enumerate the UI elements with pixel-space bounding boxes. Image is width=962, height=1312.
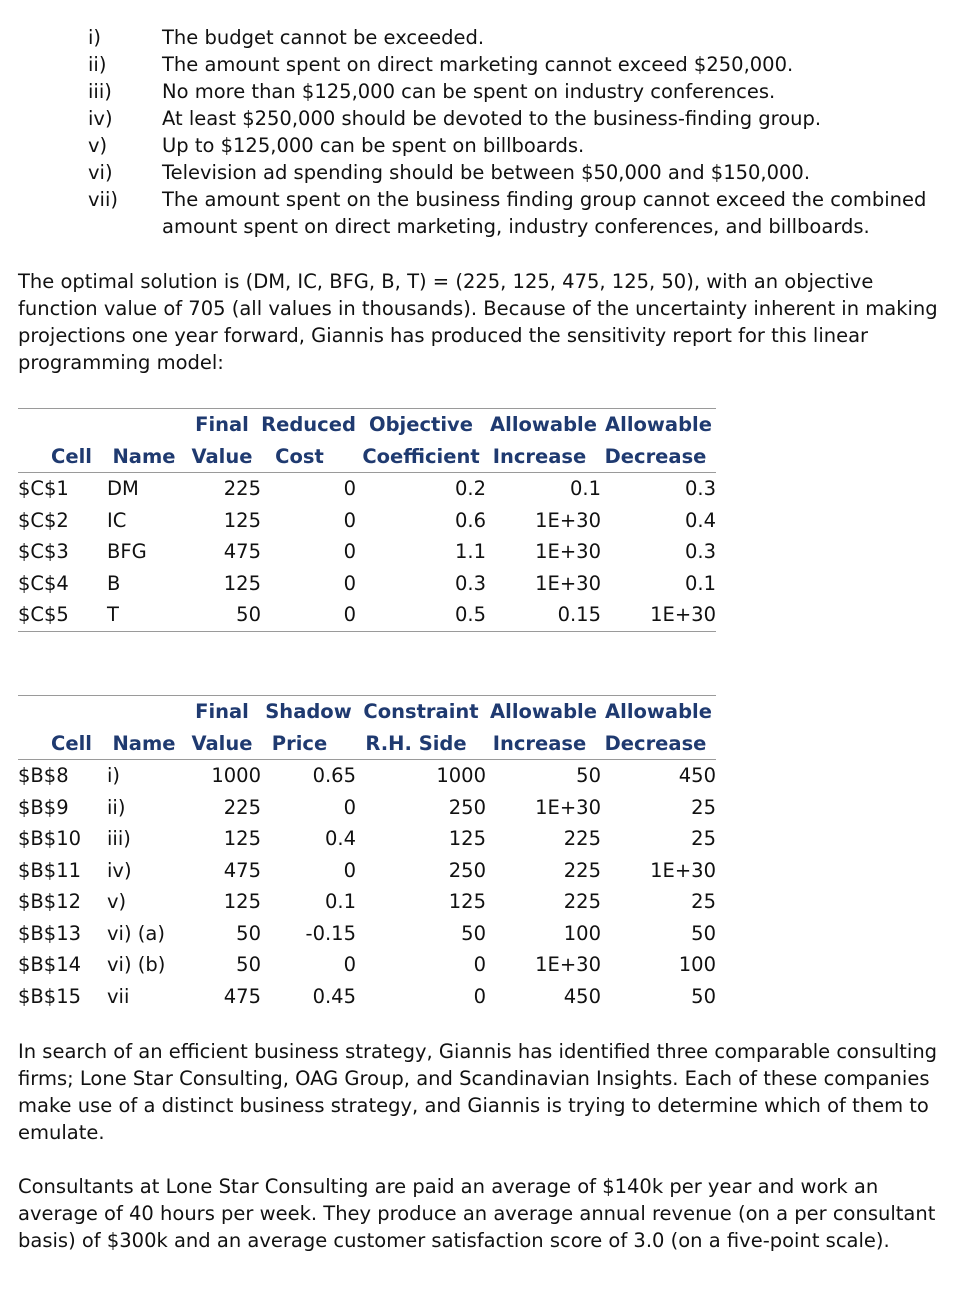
constraint-text: At least $250,000 should be devoted to the business-finding group. [162, 107, 822, 130]
header-cell: Shadow [261, 696, 356, 728]
cell-value: 1E+30 [650, 858, 716, 882]
cell-value: 225 [223, 477, 261, 501]
cell-value: 0.15 [486, 599, 601, 631]
constraint-text: No more than $125,000 can be spent on industry conferences. [162, 80, 776, 103]
header-cell: Value [183, 728, 261, 760]
header-cell: Decrease [601, 728, 716, 760]
cell-value: 25 [691, 890, 716, 914]
search-paragraph: In search of an efficient business strategy, Giannis has identified three comparable consulting firms; Lone Star Consulting, OAG Group, and Scandinavian Insights. Each of these companies make use of a distinct business strategy, and Giannis is trying to determine which of them to emulate. [18, 1040, 938, 1144]
cell-value: 100 [563, 921, 601, 945]
cell-ref: $C$3 [18, 540, 69, 564]
header-cell: Allowable [486, 409, 601, 441]
cell-ref: $B$9 [18, 795, 69, 819]
cell-value: 125 [448, 827, 486, 851]
cell-value: 225 [223, 795, 261, 819]
constraint-list [0, 24, 962, 240]
table-row [18, 981, 716, 1013]
cell-ref: $B$15 [18, 984, 82, 1008]
constraint-number: iv) [88, 107, 113, 130]
cell-value: 0.2 [454, 477, 486, 501]
cell-name: BFG [107, 540, 147, 564]
cell-name: IC [107, 508, 127, 532]
cell-value: 0 [473, 984, 486, 1008]
constraint-text: amount spent on direct marketing, industry conferences, and billboards. [162, 215, 870, 238]
header-cell: Allowable [601, 409, 716, 441]
cell-value: 125 [223, 827, 261, 851]
cell-ref: $B$13 [18, 921, 82, 945]
constraint-item [0, 186, 962, 213]
cell-value: 50 [461, 921, 486, 945]
header-cell: Final [183, 409, 261, 441]
header-cell: Constraint [356, 696, 486, 728]
cell-value: 100 [678, 953, 716, 977]
cell-name: iv) [107, 858, 132, 882]
cell-value: 0.3 [454, 571, 486, 595]
cell-value: 0.65 [312, 764, 356, 788]
table-row [18, 855, 716, 887]
table-row [18, 823, 716, 855]
header-cell: Name [105, 441, 183, 473]
cell-value: 450 [678, 764, 716, 788]
cell-value: 50 [236, 921, 261, 945]
header-cell: Decrease [601, 441, 716, 473]
cell-ref: $C$4 [18, 571, 69, 595]
cell-value: 0 [473, 953, 486, 977]
cell-ref: $C$5 [18, 599, 105, 631]
cell-value: 0.1 [684, 571, 716, 595]
cell-value: 0 [343, 953, 356, 977]
header-cell [105, 696, 183, 728]
constraint-text: Television ad spending should be between $50,000 and $150,000. [162, 161, 811, 184]
cell-value: 0.45 [312, 984, 356, 1008]
cell-value: 125 [223, 571, 261, 595]
cell-value: 0 [261, 599, 356, 631]
table-header-row [18, 409, 716, 441]
cell-name: iii) [107, 827, 131, 851]
constraint-text: The amount spent on the business finding group cannot exceed the combined [162, 188, 927, 211]
cell-value: 0 [343, 477, 356, 501]
header-cell: Objective [356, 409, 486, 441]
cell-name: ii) [107, 795, 126, 819]
header-cell: Increase [486, 441, 601, 473]
constraint-number: iii) [88, 80, 112, 103]
constraint-number: ii) [88, 53, 107, 76]
cell-value: 1E+30 [535, 795, 601, 819]
cell-value: 1000 [436, 764, 486, 788]
cell-value: 1E+30 [535, 571, 601, 595]
table-row [18, 949, 716, 981]
cell-value: 0.3 [684, 477, 716, 501]
constraint-item [0, 132, 962, 159]
cell-value: 50 [183, 599, 261, 631]
cell-value: 1000 [211, 764, 261, 788]
cell-value: 0.3 [684, 540, 716, 564]
constraint-item [0, 78, 962, 105]
header-cell [18, 409, 105, 441]
header-cell: Price [261, 728, 356, 760]
table-row [18, 599, 716, 631]
header-cell: R.H. Side [356, 728, 486, 760]
cell-value: 475 [223, 984, 261, 1008]
cell-value: 0.4 [324, 827, 356, 851]
constraints-table [18, 695, 716, 1012]
cell-value: 0 [343, 858, 356, 882]
cell-name: v) [107, 890, 127, 914]
table-row [18, 918, 716, 950]
cell-name: vi) (a) [107, 921, 165, 945]
cell-value: 50 [576, 764, 601, 788]
cell-value: 250 [448, 795, 486, 819]
table-row [18, 505, 716, 537]
constraint-text: The amount spent on direct marketing cannot exceed $250,000. [162, 53, 794, 76]
constraint-text: Up to $125,000 can be spent on billboards. [162, 134, 585, 157]
constraint-number: i) [88, 26, 102, 49]
constraint-item [0, 105, 962, 132]
table-row [18, 760, 716, 792]
header-cell: Allowable [601, 696, 716, 728]
cell-ref: $B$11 [18, 858, 82, 882]
cell-value: 475 [223, 858, 261, 882]
table-row [18, 473, 716, 505]
cell-value: 0.4 [684, 508, 716, 532]
header-cell: Cost [261, 441, 356, 473]
table-header-row [18, 696, 716, 728]
constraint-item [0, 159, 962, 186]
cell-value: 0 [343, 571, 356, 595]
cell-value: 125 [223, 508, 261, 532]
cell-value: 250 [448, 858, 486, 882]
header-cell: Cell [18, 441, 105, 473]
cell-value: 25 [691, 795, 716, 819]
cell-value: 0.5 [356, 599, 486, 631]
table-row [18, 568, 716, 600]
cell-value: 50 [691, 984, 716, 1008]
cell-value: -0.15 [305, 921, 356, 945]
cell-value: 0.1 [324, 890, 356, 914]
cell-name: vi) (b) [107, 953, 166, 977]
cell-value: 450 [563, 984, 601, 1008]
cell-value: 1E+30 [535, 540, 601, 564]
header-cell [105, 409, 183, 441]
variable-cells-table [18, 408, 716, 632]
cell-value: 225 [563, 858, 601, 882]
header-cell: Coefficient [356, 441, 486, 473]
cell-ref: $B$12 [18, 890, 82, 914]
lonestar-paragraph: Consultants at Lone Star Consulting are paid an average of $140k per year and work an average of 40 hours per week. They produce an average annual revenue (on a per consultant basis) of $300k and an average customer satisfaction score of 3.0 (on a five-point scale). [18, 1175, 936, 1252]
table-row [18, 536, 716, 568]
cell-value: 0.1 [569, 477, 601, 501]
constraint-item [0, 24, 962, 51]
header-cell: Increase [486, 728, 601, 760]
header-cell [18, 696, 105, 728]
constraint-number: vi) [88, 161, 113, 184]
header-cell: Final [183, 696, 261, 728]
table-header-row [18, 728, 716, 760]
cell-value: 1E+30 [535, 508, 601, 532]
cell-name: i) [107, 764, 121, 788]
cell-ref: $B$8 [18, 764, 69, 788]
cell-value: 1.1 [454, 540, 486, 564]
cell-value: 0 [343, 508, 356, 532]
cell-value: 50 [236, 953, 261, 977]
header-cell: Cell [18, 728, 105, 760]
constraint-item-continued [0, 213, 962, 240]
cell-name: vii [107, 984, 130, 1008]
constraint-number: v) [88, 134, 108, 157]
header-cell: Allowable [486, 696, 601, 728]
cell-value: 1E+30 [601, 599, 716, 631]
header-cell: Name [105, 728, 183, 760]
cell-ref: $C$1 [18, 477, 69, 501]
cell-ref: $B$10 [18, 827, 82, 851]
constraint-number: vii) [88, 188, 118, 211]
header-cell: Reduced [261, 409, 356, 441]
constraint-item [0, 51, 962, 78]
cell-ref: $B$14 [18, 953, 82, 977]
cell-name: DM [107, 477, 139, 501]
cell-value: 0 [343, 795, 356, 819]
table-header-row [18, 441, 716, 473]
constraint-text: The budget cannot be exceeded. [162, 26, 485, 49]
cell-value: 225 [563, 827, 601, 851]
table-row [18, 886, 716, 918]
cell-value: 475 [223, 540, 261, 564]
cell-value: 1E+30 [535, 953, 601, 977]
cell-value: 225 [563, 890, 601, 914]
cell-value: 0.6 [454, 508, 486, 532]
cell-value: 0 [343, 540, 356, 564]
table-row [18, 792, 716, 824]
cell-ref: $C$2 [18, 508, 69, 532]
header-cell: Value [183, 441, 261, 473]
cell-value: 125 [223, 890, 261, 914]
cell-name: T [105, 599, 183, 631]
cell-value: 125 [448, 890, 486, 914]
cell-value: 25 [691, 827, 716, 851]
intro-paragraph: The optimal solution is (DM, IC, BFG, B, T) = (225, 125, 475, 125, 50), with an objective function value of 705 (all values in thousands). Because of the uncertainty inherent in making projections one year forward, Giannis has produced the sensitivity report for this linear programming model: [18, 270, 938, 374]
cell-value: 50 [691, 921, 716, 945]
cell-name: B [107, 571, 121, 595]
